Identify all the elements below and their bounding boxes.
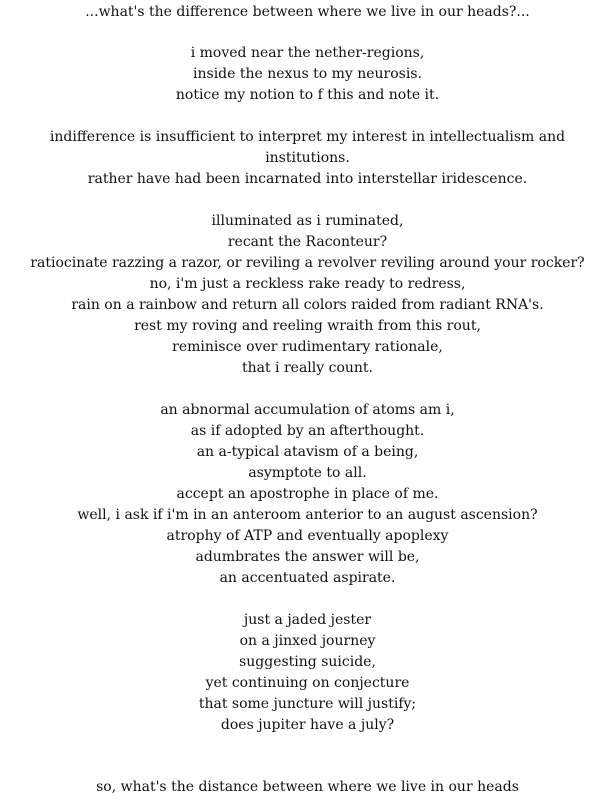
poem-line: an a-typical atavism of a being, [196, 444, 419, 460]
poem-line: as if adopted by an afterthought. [190, 423, 425, 439]
poem-line: atrophy of ATP and eventually apoplexy [166, 528, 449, 544]
poem-line: reminisce over rudimentary rationale, [172, 339, 443, 355]
poem-line: yet continuing on conjecture [205, 675, 410, 691]
poem-line: suggesting suicide, [239, 654, 376, 670]
poem-line: i moved near the nether-regions, [190, 45, 425, 61]
poem-closing-line: so, what's the distance between where we live in our heads [96, 779, 519, 795]
poem-line: inside the nexus to my neurosis. [193, 66, 422, 82]
poem-line: that some juncture will justify; [198, 696, 417, 712]
poem-line: accept an apostrophe in place of me. [176, 486, 439, 502]
poem-line: that i really count. [241, 360, 373, 376]
poem-line: an accentuated aspirate. [219, 570, 396, 586]
poem-line: adumbrates the answer will be, [195, 549, 420, 565]
poem-line: recant the Raconteur? [227, 234, 388, 250]
poem-line: rest my roving and reeling wraith from this rout, [134, 318, 481, 334]
poem-line: rain on a rainbow and return all colors raided from radiant RNA's. [71, 297, 544, 313]
poem-line: no, i'm just a reckless rake ready to redress, [149, 276, 466, 292]
poem-line: illuminated as i ruminated, [211, 213, 404, 229]
poem-line: indifference is insufficient to interpret my interest in intellectualism and [49, 129, 566, 145]
poem-line: institutions. [265, 150, 350, 166]
poem-opening-line: ...what's the difference between where we live in our heads?... [85, 4, 530, 20]
poem-line: asymptote to all. [248, 465, 367, 481]
poem-line: well, i ask if i'm in an anteroom anterior to an august ascension? [77, 507, 538, 523]
poem-line: an abnormal accumulation of atoms am i, [160, 402, 455, 418]
poem-line: ratiocinate razzing a razor, or reviling a revolver reviling around your rocker? [30, 255, 585, 271]
poem-line: does jupiter have a july? [220, 717, 395, 733]
poem-line: just a jaded jester [243, 612, 372, 628]
poem-line: on a jinxed journey [239, 633, 376, 649]
poem-line: rather have had been incarnated into interstellar iridescence. [87, 171, 528, 187]
poem-line: notice my notion to f this and note it. [175, 87, 440, 103]
